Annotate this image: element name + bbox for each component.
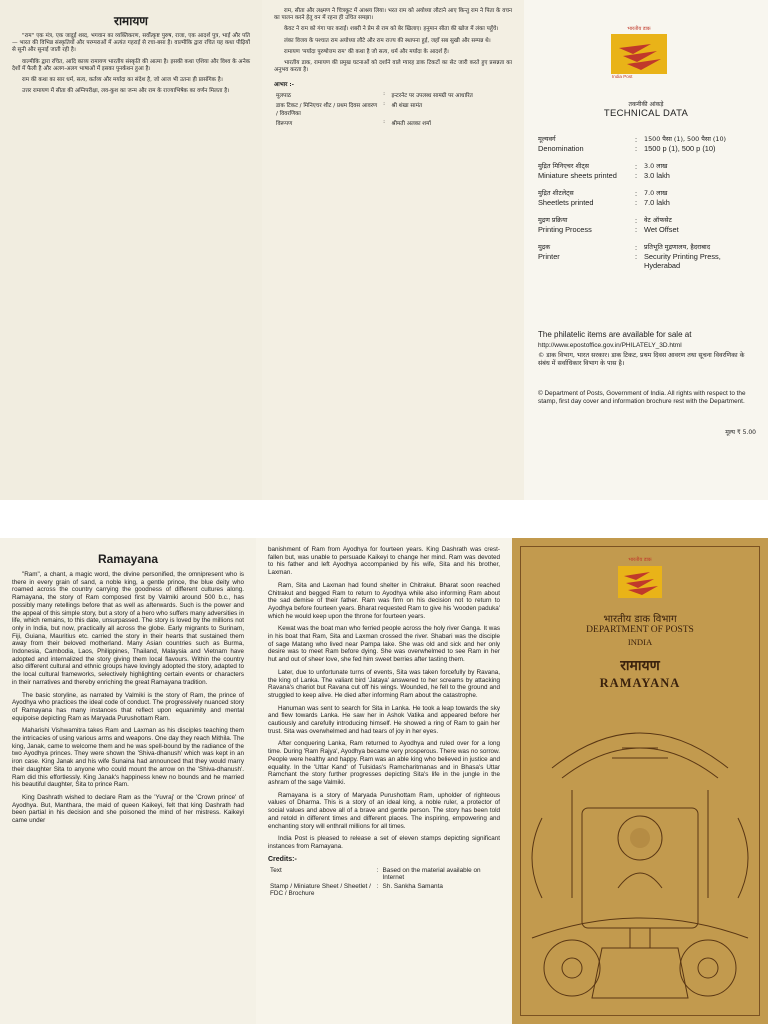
credit-value: श्री शंखा सामंत (391, 103, 423, 110)
hindi-title: रामायण (114, 14, 148, 28)
brochure-cover (512, 538, 768, 1024)
tech-label: Printer (538, 252, 560, 261)
philatelic-note-text: The philatelic items are available for sale at (538, 330, 692, 339)
tech-label: मुद्रण प्रक्रिया (538, 216, 568, 224)
tech-value: 3.0 lakh (644, 171, 670, 180)
tech-label: मूल्यवर्ग (538, 135, 556, 143)
hindi-text-page-right (262, 0, 524, 500)
tech-value: Security Printing Press, Hyderabad (644, 252, 721, 270)
technical-data-page (524, 0, 768, 500)
credit-label: डाक टिकट / मिनिएचर शीट / प्रथम दिवस आवरण / विवरणिका (276, 103, 378, 118)
credit-row: विरूपण : श्रीमती अलका शर्मा (274, 118, 512, 128)
tech-value: 3.0 लाख (644, 162, 668, 170)
price-label: मूल्य ₹ 5.00 (725, 429, 756, 436)
cover-title: RAMAYANA (599, 676, 681, 690)
credit-label: विरूपण (276, 121, 293, 128)
cover-hindi-org: भारतीय डाक विभाग (603, 614, 677, 625)
english-paragraph: "Ram", a chant, a magic word, the divine personified, the omnipresent who is there in every grain of sand, a noble king, a gentle prince, the blue deity who roamed across the country carrying the goodness of different cultures along. Ramayana, the story of Ram composed first by Valmiki around 500 b.c., has possibly many retellings before that as well as afterwards. Such is the power and the appeal of this simple story, but a story of a hero who suffers many adversities in life, which remains, to this date, unsurpassed. The story is loved by the millions not only in India, but now, practically all across the globe. Early migrants to Surinam, Fiji, Guiana, Mauritius etc. carried the story in their hearts that sustained them away from their beloved motherland. Many Asian countries such as Burma, Indonesia, Cambodia, Laos, Philippines, Thailand, Malaysia and Vietnam have adopted and internalized the story giving them local flavours. Within the country also different cultural and ethnic groups have lovingly adopted the story, adapted to the local cultural frameworks, selectively highlighting certain events or characters in their narratives and thereby enriching the great Ramayana tradition. (12, 571, 244, 686)
credit-label: Text (270, 866, 282, 874)
english-paragraph: Ramayana is a story of Maryada Purushottam Ram, upholder of righteous values of Dharma. This is a story of an ideal king, a noble ruler, a protector of social values and above all of a brave and gentle person. The story has been told and retold in different times and different places. The inspiring, empowering and enchanting story will enthrall millions for all times. (268, 791, 500, 830)
page-gap (0, 500, 768, 538)
hindi-credits (274, 80, 512, 128)
hindi-text-page-left (0, 0, 262, 500)
hindi-credits-title: आभार :- (274, 82, 294, 89)
english-credits-title: Credits:- (268, 855, 297, 863)
technical-title: TECHNICAL DATA (603, 108, 689, 119)
philatelic-note (538, 330, 753, 350)
hindi-paragraph: उत्तर रामायण में सीता की अग्निपरीक्षा, लव-कुश का जन्म और राम के राज्याभिषेक का वर्णन मिलता है। (22, 88, 230, 95)
credit-label: मूलपाठ (276, 93, 292, 100)
english-credits (268, 856, 500, 898)
tech-label: मुद्रक (538, 243, 551, 251)
tech-label: Miniature sheets printed (538, 171, 617, 180)
english-paragraph: banishment of Ram from Ayodhya for fourteen years. King Dashrath was crest-fallen but, was unable to persuade Kaikeyi to change her mind. Ram was devoted to his father and left Ayodhya accompanied by his wife, Sita and his brother, Laxman. (268, 546, 500, 577)
credit-row: डाक टिकट / मिनिएचर शीट / प्रथम दिवस आवरण / विवरणिका : श्री शंखा सामंत (274, 100, 512, 118)
india-post-emblem-icon (611, 34, 667, 74)
tech-row: मुद्रित शीटलेट्स : 7.0 लाख (538, 189, 753, 198)
tech-label: मुद्रित शीटलेट्स (538, 189, 574, 197)
credit-value: Sh. Sankha Samanta (382, 882, 443, 890)
tech-row: Denomination : 1500 p (1), 500 p (10) (538, 144, 753, 153)
tech-row: Printing Process : Wet Offset (538, 225, 753, 234)
logo-sublabel: India Post (612, 74, 633, 79)
tech-row: Printer : Security Printing Press, Hyderabad (538, 252, 753, 270)
credit-value: श्रीमती अलका शर्मा (391, 121, 431, 128)
english-paragraph: King Dashrath wished to declare Ram as the 'Yuvraj' or the 'Crown prince' of Ayodhya. But, Manthara, the maid of queen Kaikeyi, felt that king Dashrath had been partial in his decision and she poisoned the mind of her mistress. Kaikeyi came under (12, 793, 244, 825)
tech-row: Sheetlets printed : 7.0 lakh (538, 198, 753, 207)
technical-table (538, 135, 753, 270)
cover-logo-label: भारतीय डाक (628, 557, 652, 563)
tech-label: मुद्रित मिनिएचर शीट्स (538, 162, 590, 170)
cover-hindi-title: रामायण (620, 658, 660, 674)
cover-illustration (512, 698, 768, 1024)
tech-row: मुद्रण प्रक्रिया : वेट ऑफसेट (538, 216, 753, 225)
tech-value: Wet Offset (644, 225, 679, 234)
india-post-emblem-icon (616, 558, 664, 600)
tech-row: मूल्यवर्ग : 1500 पैसा (1), 500 पैसा (10) (538, 135, 753, 144)
english-paragraph: Maharishi Vishwamitra takes Ram and Laxman as his disciples teaching them the intricacies of using various arms and weapons. One day they reach Mithila. The king, Janak, came to welcome them and he was spell-bound by the radiance of the two Ayodhya princes. They were shown the 'Shiva-dhanush' which was kept in an iron case. King Janak and his wife Sunaina had announced that they would marry their daughter Sita to anyone who could mount the arrow on the 'Shiva-dhanush'. Ram did this effortlessly. King Janak's happiness knew no bounds and he married his beautiful daughter, Sita to prince Ram. (12, 727, 244, 789)
english-paragraph: After conquering Lanka, Ram returned to Ayodhya and ruled over for a long time. During 'Ram Rajya', Ayodhya became very prosperous. There was no sorrow. People were healthy and happy. Ram was an able king who believed in justice and equality. In the 'Uttar Kand' of Tulsidas's Ramcharitmanas and in Bhasa's Uttar Ramchant the story further progresses depicting Sita's life in the jungle in the ashram of the sage Valmiki. (268, 740, 500, 786)
hindi-paragraph: केवट ने राम को गंगा पार कराई। शबरी ने प्रेम से राम को बेर खिलाए। हनुमान सीता की खोज में लंका पहुँचे। (284, 26, 499, 33)
english-paragraph: Later, due to unfortunate turns of events, Sita was taken forcefully by Ravana, the king of Lanka. The valiant bird 'Jataya' answered to her screams by attacking Ravana's chariot but Ravana cut off his wings. Wounded, he fell to the ground and struggled to keep alive. He died after informing Ram about the catastrophe. (268, 668, 500, 699)
tech-value: 7.0 लाख (644, 189, 668, 197)
cover-org: DEPARTMENT OF POSTS (586, 625, 694, 635)
tech-value: 1500 पैसा (1), 500 पैसा (10) (644, 135, 727, 143)
credit-row: Text : Based on the material available on Internet (268, 866, 500, 882)
tech-label: Sheetlets printed (538, 198, 594, 207)
credit-row: Stamp / Miniature Sheet / Sheetlet / FDC / Brochure : Sh. Sankha Samanta (268, 882, 500, 898)
india-post-logo (604, 26, 674, 79)
hindi-paragraph: भारतीय डाक, रामायण की प्रमुख घटनाओं को दर्शाने वाले ग्यारह डाक टिकटों का सेट जारी करते हुए प्रसन्नता का अनुभव करता है। (274, 60, 512, 74)
tech-row: मुद्रक : प्रतिभूति मुद्रणालय, हैदराबाद (538, 243, 753, 252)
english-paragraph: The basic storyline, as narrated by Valmiki is the story of Ram, the prince of Ayodhya who practices the ideal code of conduct. The progressively nuanced story of Ramayana has many instances that reflect upon equanimity and mental equipoise depicting Ram as Maryada Purushottam Ram. (12, 691, 244, 722)
hindi-paragraph: राम, सीता और लक्ष्मण ने चित्रकूट में आश्रय लिया। भरत राम को अयोध्या लौटाने आए किन्तु राम ने पिता के वचन का पालन करने हेतु वन में रहना ही उचित समझा। (274, 8, 512, 22)
credit-row: मूलपाठ : इन्टरनेट पर उपलब्ध सामग्री पर आधारित (274, 90, 512, 100)
copyright-note: © Department of Posts, Government of India. All rights with respect to the stamp, first day cover and information brochure rest with the Department. (538, 390, 746, 406)
tech-row: मुद्रित मिनिएचर शीट्स : 3.0 लाख (538, 162, 753, 171)
hindi-paragraph: वाल्मीकि द्वारा रचित, आदि काव्य रामायण भारतीय संस्कृति की आत्मा है। इसकी कथा एशिया और विश्व के अनेक देशों में फैली है और अलग-अलग भाषाओं में इसका पुनर्कथन हुआ है। (12, 58, 250, 72)
tech-value: 7.0 lakh (644, 198, 670, 207)
cover-country: INDIA (627, 637, 653, 647)
english-text-page-right (256, 538, 512, 1024)
english-paragraph: Kewat was the boat man who ferried people across the holy river Ganga. It was in his boat that Ram, Sita and Laxman crossed the river. Shabari was the disciple of sage Matang who lived near Pampa lake. She was old and sick and her only desire was to meet Ram before dying. She was overwhelmed to see Ram in her hut and out of sheer love, she fed him sweet berries after tasting them. (268, 625, 500, 664)
technical-hindi-heading: तकनीकी आंकड़े (628, 101, 664, 108)
tech-value: 1500 p (1), 500 p (10) (644, 144, 716, 153)
english-paragraph: Ram, Sita and Laxman had found shelter in Chitrakut. Bharat soon reached Chitrakut and begged Ram to return to Ayodhya while also informing Ram about the sad demise of their father. Ram was firm on his decision not to return to Ayodhya before fourteen years. Bharat requested Ram to give his 'wooden paduka' which he would keep upon the throne for fourteen years. (268, 581, 500, 620)
tech-row: Miniature sheets printed : 3.0 lakh (538, 171, 753, 180)
hindi-rights-note: © डाक विभाग, भारत सरकार। डाक टिकट, प्रथम दिवस आवरण तथा सूचना विवरणिका के संबंध में सर्वाधिकार विभाग के पास है। (538, 352, 745, 367)
hindi-paragraph: "राम" एक मंत्र, एक जादुई शब्द, भगवान का व्यक्तिकरण, सर्वोत्कृष्ट पुरुष, राजा, एक आदर्श पुत्र, भाई और पति — भारत की विभिन्न संस्कृतियों और परम्पराओं में अत्यंत गहराई से रचा-बसा है। वाल्मीकि द्वारा रचित यह कथा पीढ़ियों से सुनी और सुनाई जाती रही है। (12, 33, 250, 54)
tech-label: Denomination (538, 144, 584, 153)
english-text-page-left (0, 538, 256, 1024)
hindi-paragraph: रामायण 'मर्यादा पुरुषोत्तम राम' की कथा है जो सत्य, धर्म और मर्यादा के आदर्श हैं। (284, 48, 449, 55)
credit-value: Based on the material available on Internet (382, 866, 481, 881)
logo-label: भारतीय डाक (627, 26, 651, 32)
english-paragraph: India Post is pleased to release a set of eleven stamps depicting significant instances from Ramayana. (268, 835, 500, 850)
english-paragraph: Hanuman was sent to search for Sita in Lanka. He took a leap towards the sky and flew towards Lanka. He saw her in Ashok Vatika and appeared before her cautiously and carefully introducing himself. He showed a ring of Ram to gain her trust. Sita was overwhelmed and had tears of joy in her eyes. (268, 704, 500, 735)
hindi-paragraph: राम की कथा का सार धर्म, सत्य, कर्तव्य और मर्यादा का संदेश है, जो आज भी उतना ही प्रासंगिक है। (22, 77, 223, 84)
tech-label: Printing Process (538, 225, 592, 234)
credit-label: Stamp / Miniature Sheet / Sheetlet / FDC / Brochure (270, 882, 371, 897)
english-title: Ramayana (97, 552, 159, 566)
hindi-paragraph: लंका विजय के पश्चात राम अयोध्या लौटे और राम राज्य की स्थापना हुई, जहाँ सब सुखी और सम्पन्न थे। (284, 37, 491, 44)
tech-value: वेट ऑफसेट (644, 216, 672, 224)
credit-value: इन्टरनेट पर उपलब्ध सामग्री पर आधारित (391, 93, 473, 100)
philatelic-link[interactable]: http://www.epostoffice.gov.in/PHILATELY_3D.html (538, 341, 682, 349)
tech-value: प्रतिभूति मुद्रणालय, हैदराबाद (644, 243, 711, 251)
